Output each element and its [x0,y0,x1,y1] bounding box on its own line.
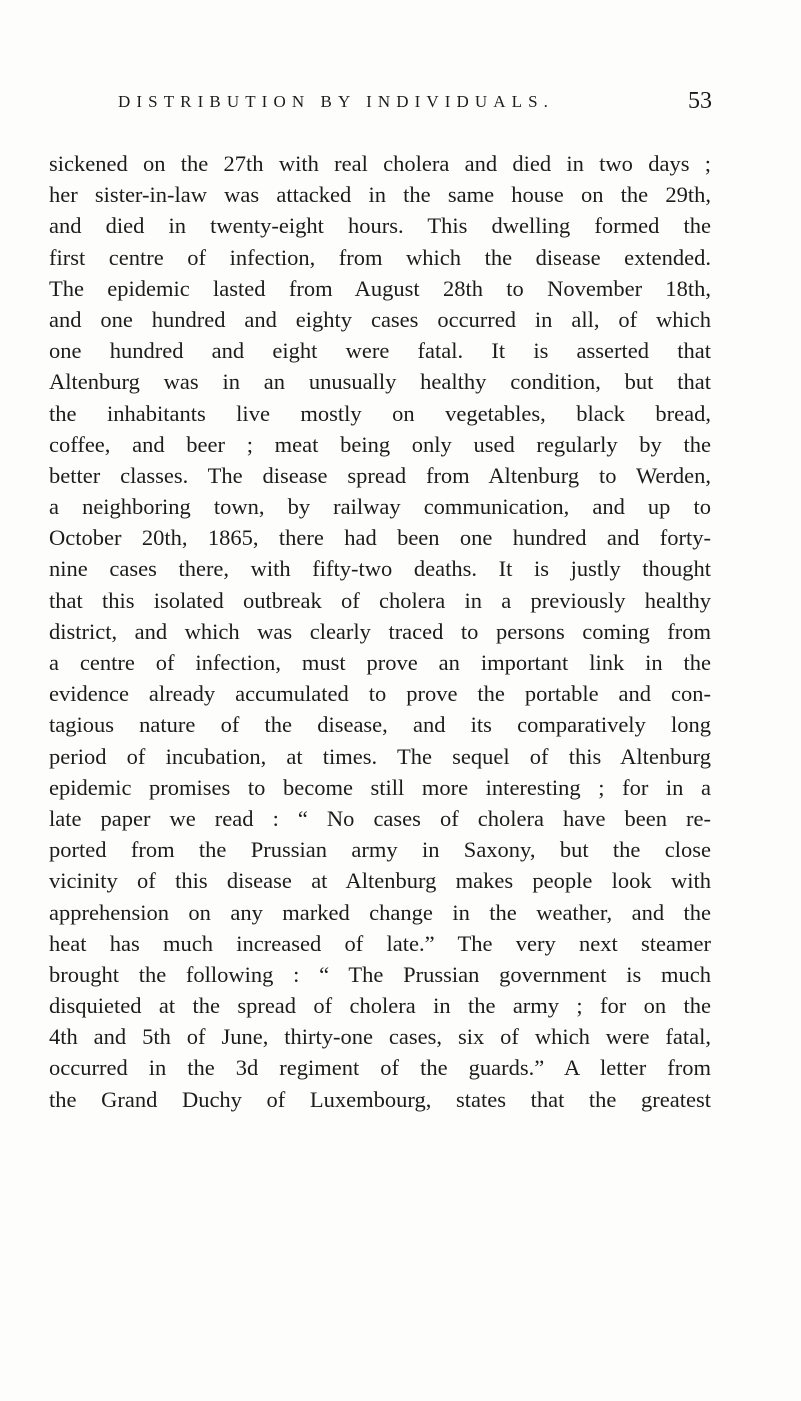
running-title: DISTRIBUTION BY INDIVIDUALS. [118,92,555,111]
text-line: better classes. The disease spread from Altenburg to Werden, [49,462,711,488]
text-line: the Grand Duchy of Luxembourg, states that the greatest [49,1086,711,1112]
text-line: a centre of infection, must prove an important link in the [49,650,711,675]
body-text [49,148,711,1115]
text-line: and one hundred and eighty cases occurred in all, of which [49,306,711,332]
text-line: heat has much increased of late.” The very next steamer [49,930,711,956]
text-line: epidemic promises to become still more interesting ; for in a [49,774,711,800]
text-line: nine cases there, with fifty-two deaths. It is justly thought [49,556,711,582]
text-line: that this isolated outbreak of cholera in a previously healthy [49,587,711,613]
text-line: Altenburg was in an unusually healthy condition, but that [49,369,711,395]
text-line: The epidemic lasted from August 28th to November 18th, [49,275,711,301]
running-head [118,88,712,118]
text-line: late paper we read : “ No cases of cholera have been re- [49,805,711,831]
text-line: 4th and 5th of June, thirty-one cases, six of which were fatal, [49,1024,711,1050]
text-line: one hundred and eight were fatal. It is asserted that [49,338,711,364]
text-line: apprehension on any marked change in the weather, and the [49,899,711,925]
text-line: coffee, and beer ; meat being only used regularly by the [49,431,711,457]
text-line: the inhabitants live mostly on vegetables, black bread, [49,400,711,426]
text-line: vicinity of this disease at Altenburg makes people look with [49,868,711,894]
text-line: sickened on the 27th with real cholera and died in two days ; [49,151,711,176]
text-line: ported from the Prussian army in Saxony, but the close [49,837,711,863]
text-line: period of incubation, at times. The sequel of this Altenburg [49,743,711,769]
text-line: a neighboring town, by railway communication, and up to [49,494,711,520]
text-line: brought the following : “ The Prussian government is much [49,961,711,987]
text-line: disquieted at the spread of cholera in the army ; for on the [49,993,711,1019]
text-line: first centre of infection, from which the disease extended. [49,244,711,270]
text-line: evidence already accumulated to prove the portable and con- [49,681,711,707]
text-line: October 20th, 1865, there had been one hundred and forty- [49,525,711,551]
text-line: occurred in the 3d regiment of the guards.” A letter from [49,1055,711,1081]
text-line: district, and which was clearly traced to persons coming from [49,618,711,644]
text-line: and died in twenty-eight hours. This dwelling formed the [49,213,711,239]
text-line: tagious nature of the disease, and its comparatively long [49,712,711,738]
page-number: 53 [688,88,712,114]
text-line: her sister-in-law was attacked in the same house on the 29th, [49,182,711,208]
